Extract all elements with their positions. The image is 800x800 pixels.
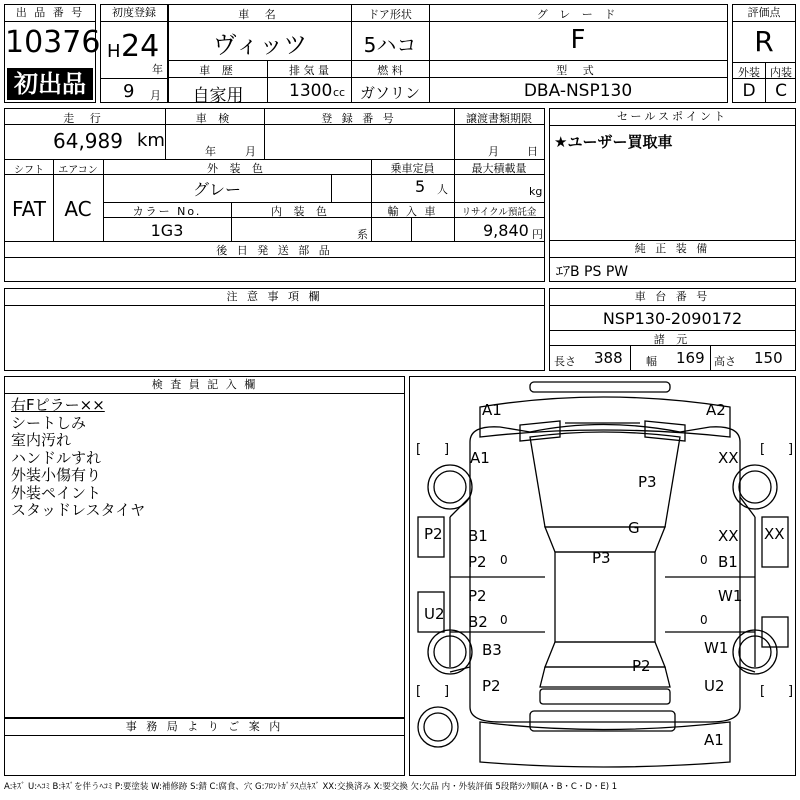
fuel-label: 燃 料 (377, 64, 403, 77)
history-label: 車 歴 (199, 64, 237, 77)
import-label: 輸 入 車 (387, 205, 438, 218)
office-label: 事 務 局 よ り ご 案 内 (5, 718, 404, 736)
displacement: 1300 (289, 81, 333, 101)
damage-mark: 0 (700, 553, 708, 567)
damage-mark: 0 (500, 613, 508, 627)
damage-mark: W1 (704, 639, 729, 657)
length-label: 長さ (554, 355, 576, 368)
mileage-label: 走 行 (63, 112, 107, 125)
insp-year-unit: 年 (205, 145, 216, 158)
color-no: 1G3 (150, 221, 184, 240)
chassis-number: NSP130-2090172 (602, 309, 743, 328)
mileage-unit: km (137, 130, 165, 151)
sales-point: ★ユーザー買取車 (554, 133, 673, 151)
displacement-label: 排 気 量 (289, 64, 329, 77)
damage-mark: XX (718, 527, 739, 545)
seats-unit: 人 (437, 183, 448, 196)
year-unit: 年 (152, 63, 163, 76)
ext-score: D (742, 81, 756, 101)
sales-point-panel (549, 108, 796, 241)
score-label: 評価点 (733, 5, 795, 22)
era: H (107, 41, 121, 62)
car-name: ヴィッツ (212, 31, 308, 59)
first-registration-block (100, 4, 168, 103)
insp-month-unit: 月 (245, 145, 256, 158)
recycle-label: リサイクル預託金 (461, 207, 537, 218)
door-type: 5ハコ (363, 33, 417, 57)
history: 自家用 (192, 86, 244, 106)
seats: 5 (415, 177, 426, 196)
month-unit: 月 (150, 89, 161, 102)
transfer-label: 譲渡書類期限 (466, 112, 532, 125)
model-code: DBA-NSP130 (523, 81, 633, 101)
svg-text:]: ] (444, 442, 450, 457)
lot-number: 10376 (5, 25, 101, 60)
first-listing-badge: 初出品 (7, 68, 93, 100)
office-panel (4, 718, 405, 776)
overall-score: R (754, 25, 774, 58)
header-panel (4, 4, 796, 106)
seats-label: 乗車定員 (390, 162, 435, 175)
color-no-label: カラー No. (132, 205, 202, 218)
grade-label: グ レ ー ド (536, 8, 620, 21)
damage-mark: 0 (700, 613, 708, 627)
inspector-notes (11, 397, 145, 520)
inspector-note: スタッドレスタイヤ (11, 501, 146, 519)
svg-text:[: [ (760, 684, 766, 699)
damage-mark: P2 (482, 677, 501, 695)
chassis-label: 車 台 番 号 (550, 289, 795, 306)
damage-mark: B2 (468, 613, 488, 631)
damage-mark: P2 (424, 525, 443, 543)
equipment-panel (549, 241, 796, 282)
car-name-label: 車 名 (238, 8, 282, 21)
damage-mark: XX (764, 525, 785, 543)
car-diagram (409, 376, 796, 776)
svg-text:[: [ (760, 442, 766, 457)
load-unit: kg (529, 185, 543, 198)
lot-number-label: 出 品 番 号 (5, 5, 95, 22)
door-label: ドア形状 (368, 8, 412, 21)
damage-mark: P2 (632, 657, 651, 675)
notes-panel (4, 288, 545, 371)
ext-color-label: 外 装 色 (207, 162, 267, 175)
damage-mark: A1 (470, 449, 490, 467)
int-label: 内装 (770, 66, 792, 79)
inspector-note: 外装ペイント (11, 483, 102, 502)
damage-mark: A2 (706, 401, 726, 419)
reg-no-label: 登 録 番 号 (321, 112, 397, 125)
svg-text:[: [ (416, 684, 422, 699)
reg-year: 24 (121, 29, 160, 64)
damage-mark: A1 (482, 401, 502, 419)
transfer-day-unit: 日 (527, 145, 538, 158)
shift: FAT (11, 197, 46, 221)
fuel: ガソリン (359, 84, 420, 102)
inspector-note: 室内汚れ (11, 431, 72, 449)
inspection-label: 車 検 (195, 112, 234, 125)
ext-color: グレー (192, 180, 241, 199)
first-registration-label: 初度登録 (101, 5, 167, 22)
inspector-label: 検 査 員 記 入 欄 (5, 377, 404, 394)
svg-text:]: ] (788, 442, 794, 457)
damage-mark: P3 (592, 549, 611, 567)
displacement-unit: cc (333, 86, 346, 99)
inspector-panel (4, 376, 405, 718)
chassis-panel (549, 288, 796, 371)
score-block (732, 4, 796, 103)
damage-mark: P2 (468, 553, 487, 571)
inspector-note: 右Fピラー×× (11, 396, 105, 414)
inspector-note: ハンドルすれ (11, 448, 102, 467)
legend: A:ｷｽﾞ U:ﾍｺﾐ B:ｷｽﾞを伴うﾍｺﾐ P:要塗装 W:補修跡 S:錆 C:腐食、穴 G:ﾌﾛﾝﾄｶﾞﾗｽ点ｷｽﾞ XX:交換済み X:要交換 欠:欠品 内・外装評価 5段階ﾗﾝｸ順(A・B・C・D・E) 1 (4, 782, 618, 792)
transfer-month-unit: 月 (488, 145, 499, 158)
mileage: 64,989 (53, 129, 123, 153)
recycle-unit: 円 (532, 228, 543, 241)
car-outline (410, 377, 795, 775)
width: 169 (676, 349, 705, 367)
model-label: 型 式 (556, 64, 600, 77)
int-color-label: 内 装 色 (271, 205, 331, 218)
ext-label: 外装 (738, 66, 760, 79)
int-color-unit: 系 (357, 228, 368, 241)
damage-mark: A1 (704, 731, 724, 749)
vehicle-info-row (168, 61, 728, 106)
damage-mark: 0 (500, 553, 508, 567)
damage-mark: P2 (468, 587, 487, 605)
load-label: 最大積載量 (471, 162, 527, 175)
damage-mark: B1 (718, 553, 738, 571)
svg-text:]: ] (788, 684, 794, 699)
car-name-block (168, 4, 728, 61)
damage-mark: W1 (718, 587, 743, 605)
sales-point-label: セールスポイント (550, 109, 795, 126)
dims-label: 諸 元 (653, 333, 692, 346)
damage-mark: U2 (424, 605, 445, 623)
damage-mark: U2 (704, 677, 725, 695)
damage-mark: B1 (468, 527, 488, 545)
ac-label: エアコン (58, 165, 98, 176)
later-parts-label: 後 日 発 送 部 品 (216, 244, 333, 257)
height: 150 (754, 349, 783, 367)
damage-mark: XX (718, 449, 739, 467)
height-label: 高さ (714, 355, 736, 368)
inspector-note: 外装小傷有り (11, 466, 102, 484)
damage-mark: P3 (638, 473, 657, 491)
damage-mark: G (628, 519, 640, 537)
width-label: 幅 (646, 355, 657, 368)
damage-mark: B3 (482, 641, 502, 659)
equipment-label: 純 正 装 備 (550, 241, 795, 258)
notes-label: 注 意 事 項 欄 (5, 289, 544, 306)
int-score: C (775, 81, 787, 101)
lot-number-block (4, 4, 101, 103)
svg-text:[: [ (416, 442, 422, 457)
svg-text:]: ] (444, 684, 450, 699)
spec-panel (4, 108, 545, 282)
inspector-note: シートしみ (11, 413, 87, 432)
equipment: ｴｱB PS PW (556, 264, 629, 280)
recycle-amount: 9,840 (483, 221, 529, 240)
reg-month: 9 (123, 81, 135, 102)
grade: F (570, 25, 586, 55)
length: 388 (594, 349, 623, 367)
ac: AC (64, 197, 92, 221)
shift-label: シフト (14, 165, 44, 176)
